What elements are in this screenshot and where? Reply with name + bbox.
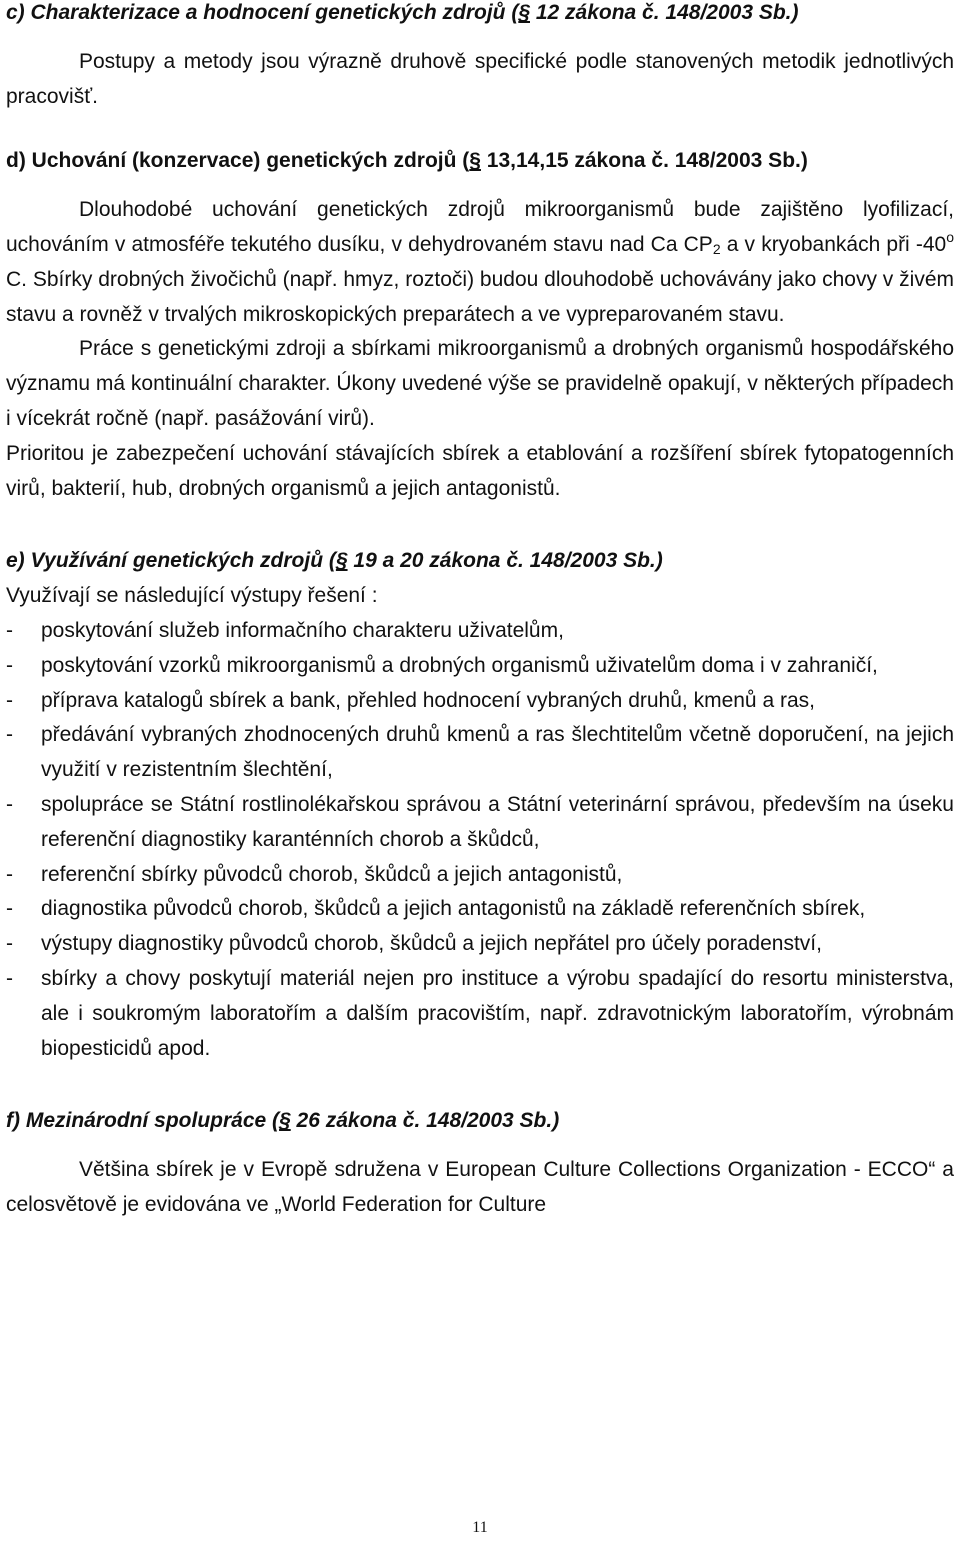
paragraph-d-1 <box>6 193 954 332</box>
heading-f-post: 26 zákona č. 148/2003 Sb.) <box>290 1109 560 1133</box>
list-item: - výstupy diagnostiky původců chorob, škůdců a jejich nepřátel pro účely poradenství, <box>6 927 954 962</box>
heading-e-post: 19 a 20 zákona č. 148/2003 Sb.) <box>347 549 663 573</box>
paragraph-f: Většina sbírek je v Evropě sdružena v European Culture Collections Organization - ECCO“ a celosvětově je evidována ve „World Federation for Culture <box>6 1158 954 1216</box>
heading-c <box>6 0 954 31</box>
heading-e <box>6 544 954 579</box>
paragraph-d-1-b: a v kryobankách při -40 <box>720 232 947 256</box>
dash-bullet: - <box>6 653 13 677</box>
heading-f <box>6 1104 954 1139</box>
list-item: - referenční sbírky původců chorob, škůdců a jejich antagonistů, <box>6 858 954 893</box>
section-sign: § <box>279 1109 291 1133</box>
list-item: - poskytování služeb informačního charakteru uživatelům, <box>6 614 954 649</box>
paragraph-d-1-a: Dlouhodobé uchování genetických zdrojů mikroorganismů bude zajištěno lyofilizací, uchováním v atmosféře tekutého dusíku, v dehydrovaném stavu nad Ca CP <box>6 198 954 256</box>
page-number: 11 <box>472 1519 488 1536</box>
dash-bullet: - <box>6 966 13 990</box>
heading-d-post: 13,14,15 zákona č. 148/2003 Sb.) <box>480 149 808 173</box>
dash-bullet: - <box>6 897 13 921</box>
output-list <box>6 614 954 1066</box>
dash-bullet: - <box>6 688 13 712</box>
document-page <box>6 0 954 1223</box>
subscript: 2 <box>712 240 721 257</box>
heading-e-pre: e) Využívání genetických zdrojů ( <box>6 549 336 573</box>
list-item: - příprava katalogů sbírek a bank, přehled hodnocení vybraných druhů, kmenů a ras, <box>6 684 954 719</box>
dash-bullet: - <box>6 792 13 816</box>
paragraph-d-2: Práce s genetickými zdroji a sbírkami mikroorganismů a drobných organismů hospodářského významu má kontinuální charakter. Úkony uvedené výše se pravidelně opakují, v některých případech i vícekrát ročně (např. pasážování virů). <box>6 337 954 430</box>
dash-bullet: - <box>6 723 13 747</box>
dash-bullet: - <box>6 862 13 886</box>
section-sign: § <box>469 149 481 173</box>
heading-c-post: 12 zákona č. 148/2003 Sb.) <box>530 1 799 24</box>
list-item: - spolupráce se Státní rostlinolékařskou správou a Státní veterinární správou, především na úseku referenční diagnostiky karanténních chorob a škůdců, <box>6 788 954 858</box>
heading-c-pre: c) Charakterizace a hodnocení genetických zdrojů ( <box>6 1 519 24</box>
list-item: - předávání vybraných zhodnocených druhů kmenů a ras šlechtitelům včetně doporučení, na jejich využití v rezistentním šlechtění, <box>6 718 954 788</box>
list-item: - poskytování vzorků mikroorganismů a drobných organismů uživatelům doma i v zahraničí, <box>6 649 954 684</box>
dash-bullet: - <box>6 618 13 642</box>
heading-d-pre: d) Uchování (konzervace) genetických zdrojů ( <box>6 149 470 173</box>
degree-superscript: o <box>946 228 955 245</box>
paragraph-c: Postupy a metody jsou výrazně druhově specifické podle stanovených metodik jednotlivých pracovišť. <box>6 49 954 108</box>
section-sign: § <box>518 1 530 24</box>
intro-e: Využívají se následující výstupy řešení : <box>6 584 378 608</box>
list-item: - diagnostika původců chorob, škůdců a jejich antagonistů na základě referenčních sbírek, <box>6 892 954 927</box>
list-item: - sbírky a chovy poskytují materiál nejen pro instituce a výrobu spadající do resortu ministerstva, ale i soukromým laboratořím a dalším pracovištím, např. zdravotnickým laboratořím, výrobnám biopesticidů apod. <box>6 962 954 1066</box>
paragraph-d-3: Prioritou je zabezpečení uchování stávajících sbírek a etablování a rozšíření sbírek fytopatogenních virů, bakterií, hub, drobných organismů a jejich antagonistů. <box>6 441 954 500</box>
section-sign: § <box>335 549 348 573</box>
heading-d <box>6 144 954 179</box>
dash-bullet: - <box>6 932 13 956</box>
heading-f-pre: f) Mezinárodní spolupráce ( <box>6 1109 280 1133</box>
paragraph-d-1-c: C. Sbírky drobných živočichů (např. hmyz, roztoči) budou dlouhodobě uchovávány jako chovy v živém stavu a rovněž v trvalých mikroskopických preparátech a ve vypreparovaném stavu. <box>6 267 954 326</box>
